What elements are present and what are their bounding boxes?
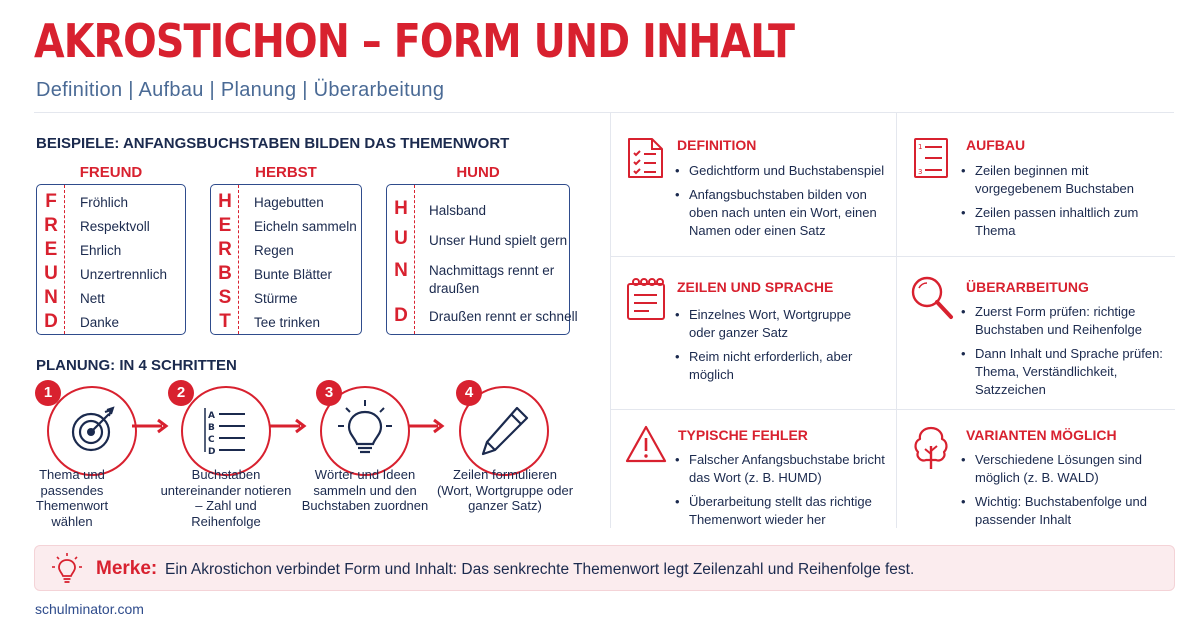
acrostic-letter: B xyxy=(218,263,232,284)
svg-text:D: D xyxy=(208,447,216,457)
target-icon xyxy=(49,388,135,474)
step-2-text: Buchstaben untereinander notieren – Zahl und Reihenfolge xyxy=(160,467,292,529)
acrostic-line: Eicheln sammeln xyxy=(254,219,357,234)
acrostic-line: Hagebutten xyxy=(254,195,324,210)
step-3-text: Wörter und Ideen sammeln und den Buchstaben zuordnen xyxy=(301,467,429,513)
acrostic-letter: D xyxy=(394,305,408,326)
svg-text:C: C xyxy=(208,435,215,445)
merke-text: Ein Akrostichon verbindet Form und Inhalt: Das senkrechte Themenwort legt Zeilenzahl und Reihenfolge fest. xyxy=(165,561,915,578)
examples-heading: BEISPIELE: ANFANGSBUCHSTABEN BILDEN DAS THEMENWORT xyxy=(36,135,510,152)
acrostic-letter-column xyxy=(37,185,65,334)
acrostic-letter: R xyxy=(218,239,232,260)
acrostic-line: Danke xyxy=(80,315,120,330)
acrostic-letter: R xyxy=(44,215,58,236)
acrostic-letter: E xyxy=(218,215,232,236)
acrostic-letter: D xyxy=(44,311,58,332)
step-4-number: 4 xyxy=(456,380,482,406)
list-item: • Zuerst Form prüfen: richtige Buchstaben und Reihenfolge xyxy=(961,303,1175,339)
list-item: • Wichtig: Buchstabenfolge und passender Inhalt xyxy=(961,493,1175,529)
acrostic-line: Nett xyxy=(80,291,105,306)
card-title-zeilen-und-sprache: ZEILEN UND SPRACHE xyxy=(677,279,834,295)
warning-icon xyxy=(624,424,668,464)
svg-text:A: A xyxy=(208,411,215,421)
acrostic-line: Stürme xyxy=(254,291,298,306)
grid-divider xyxy=(896,113,897,528)
acrostic-letter: F xyxy=(45,191,57,212)
acrostic-letter: H xyxy=(218,191,232,212)
example-box-hund xyxy=(386,184,578,335)
step-1-number: 1 xyxy=(35,380,61,406)
step-3-number: 3 xyxy=(316,380,342,406)
tree-icon xyxy=(910,424,952,472)
acrostic-line: Unzertrennlich xyxy=(80,267,168,282)
step-1-text: Thema und passendes Themenwort wählen xyxy=(35,467,109,529)
example-box-freund xyxy=(36,184,186,335)
lightbulb-icon xyxy=(49,551,85,587)
grid-divider xyxy=(610,113,611,528)
step-1-circle xyxy=(47,386,137,476)
card-list-zeilen-und-sprache xyxy=(675,306,875,390)
merke-box xyxy=(34,545,1175,591)
example-title-hund: HUND xyxy=(456,164,500,181)
list-item: • Überarbeitung stellt das richtige Themenwort wieder her xyxy=(675,493,890,529)
numbered-lines-icon xyxy=(912,136,950,180)
acrostic-line: Fröhlich xyxy=(80,195,129,210)
arrow-right-icon xyxy=(130,418,170,434)
list-item: • Dann Inhalt und Sprache prüfen: Thema, Verständlichkeit, Satzzeichen xyxy=(961,345,1175,399)
acrostic-letter: E xyxy=(44,239,58,260)
list-item: • Einzelnes Wort, Wortgruppe oder ganzer Satz xyxy=(675,306,875,342)
list-item: • Gedichtform und Buchstabenspiel xyxy=(675,162,885,180)
example-title-herbst: HERBST xyxy=(255,164,317,181)
example-box-herbst xyxy=(210,184,362,335)
card-list-typische-fehler xyxy=(675,451,890,535)
step-2-number: 2 xyxy=(168,380,194,406)
card-list-definition xyxy=(675,162,885,246)
acrostic-letter-column xyxy=(211,185,239,334)
card-title-definition: DEFINITION xyxy=(677,137,757,153)
card-title-aufbau: AUFBAU xyxy=(966,137,1026,153)
svg-text:B: B xyxy=(208,423,215,433)
page-subtitle: Definition | Aufbau | Planung | Überarbeitung xyxy=(36,79,445,101)
merke-label: Merke: xyxy=(96,558,158,579)
acrostic-line: Regen xyxy=(254,243,294,258)
acrostic-letter: N xyxy=(44,287,58,308)
acrostic-letter: U xyxy=(394,228,408,249)
card-list-varianten xyxy=(961,451,1175,535)
card-title-typische-fehler: TYPISCHE FEHLER xyxy=(678,427,808,443)
svg-text:3: 3 xyxy=(918,168,923,176)
list-item: • Falscher Anfangsbuchstabe bricht das Wort (z. B. HUMD) xyxy=(675,451,890,487)
planning-heading: PLANUNG: IN 4 SCHRITTEN xyxy=(36,357,237,374)
acrostic-line: Tee trinken xyxy=(254,315,321,330)
card-title-varianten: VARIANTEN MÖGLICH xyxy=(966,427,1117,443)
acrostic-line: Bunte Blätter xyxy=(254,267,333,282)
acrostic-line: Nachmittags rennt er draußen xyxy=(429,263,555,296)
acrostic-letter: T xyxy=(219,311,231,332)
step-2-circle xyxy=(181,386,271,476)
card-title-ueberarbeitung: ÜBERARBEITUNG xyxy=(966,279,1089,295)
list-item: • Anfangsbuchstaben bilden von oben nach unten ein Wort, einen Namen oder einen Satz xyxy=(675,186,885,240)
acrostic-line: Ehrlich xyxy=(80,243,122,258)
magnifier-icon xyxy=(909,274,955,322)
acrostic-letter: S xyxy=(218,287,232,308)
footer-source: schulminator.com xyxy=(35,601,144,617)
card-list-ueberarbeitung xyxy=(961,303,1175,405)
example-title-freund: FREUND xyxy=(79,164,143,181)
header-divider xyxy=(34,112,1174,113)
list-item: • Zeilen passen inhaltlich zum Thema xyxy=(961,204,1175,240)
arrow-right-icon xyxy=(268,418,308,434)
step-4-text: Zeilen formulieren (Wort, Wortgruppe oder ganzer Satz) xyxy=(436,467,574,513)
acrostic-line: Halsband xyxy=(429,203,487,218)
svg-text:1: 1 xyxy=(918,143,923,151)
list-item: • Reim nicht erforderlich, aber möglich xyxy=(675,348,875,384)
abcd-list-icon xyxy=(183,388,269,474)
grid-divider xyxy=(610,256,1175,257)
list-item: • Verschiedene Lösungen sind möglich (z. B. WALD) xyxy=(961,451,1175,487)
page-title: AKROSTICHON – FORM UND INHALT xyxy=(34,14,795,68)
acrostic-letter-column xyxy=(387,185,415,334)
acrostic-line: Unser Hund spielt gern xyxy=(429,233,568,248)
list-item: • Zeilen beginnen mit vorgegebenem Buchstaben xyxy=(961,162,1175,198)
notepad-icon xyxy=(625,276,667,322)
grid-divider xyxy=(610,409,1175,410)
checklist-document-icon xyxy=(626,136,666,180)
acrostic-letter: U xyxy=(44,263,58,284)
acrostic-line: Draußen rennt er schnell xyxy=(429,309,578,324)
arrow-right-icon xyxy=(406,418,446,434)
acrostic-letter: N xyxy=(394,260,408,281)
acrostic-line: Respektvoll xyxy=(80,219,150,234)
acrostic-letter: H xyxy=(394,198,408,219)
card-list-aufbau xyxy=(961,162,1175,246)
